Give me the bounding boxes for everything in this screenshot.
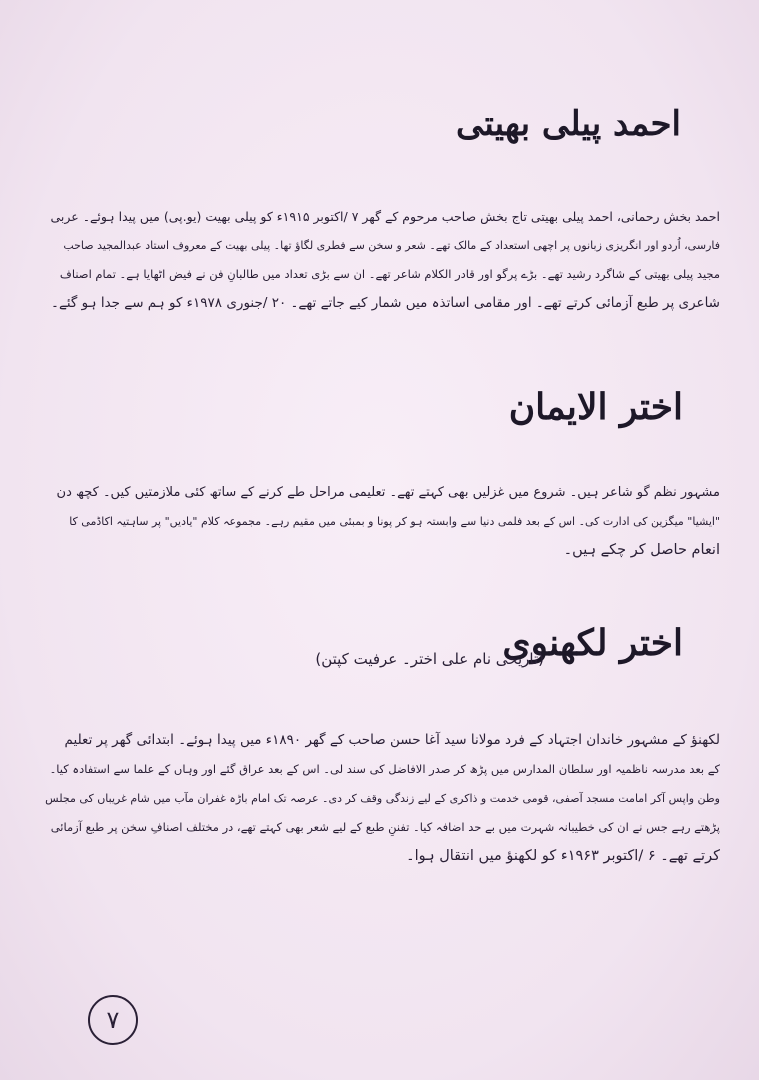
paragraph-line: وطن واپس آکر امامت مسجد آصفی، قومی خدمت و ذاکری کے لیے زندگی وقف کر دی۔ عرصہ تک امام باڑہ غفران مآب میں شام غریباں کی مجلس bbox=[45, 792, 720, 805]
paragraph-line: مجید پیلی بھیتی کے شاگرد رشید تھے۔ بڑے پرگو اور قادر الکلام شاعر تھے۔ ان سے بڑی تعداد میں طالبانِ فن نے فیض اٹھایا ہے۔ تمام اصناف bbox=[59, 267, 720, 281]
paragraph-line: احمد بخش رحمانی، احمد پیلی بھیتی تاج بخش صاحب مرحوم کے گھر ۷ /اکتوبر ۱۹۱۵ء کو پیلی بھیت (یو.پی) میں پیدا ہوئے۔ عربی bbox=[50, 209, 720, 224]
page-number: ۷ bbox=[88, 995, 138, 1045]
paragraph-line: کے بعد مدرسہ ناظمیہ اور سلطان المدارس میں پڑھ کر صدر الافاضل کی سند لی۔ اس کے بعد عراق گئے اور وہاں کے علما سے استفادہ کیا۔ bbox=[49, 762, 720, 776]
section-paragraph bbox=[44, 202, 720, 318]
paragraph-line: مشہور نظم گو شاعر ہیں۔ شروع میں غزلیں بھی کہتے تھے۔ تعلیمی مراحل طے کرنے کے ساتھ کئی ملازمتیں کیں۔ کچھ دن bbox=[56, 485, 720, 500]
paragraph-line: لکھنؤ کے مشہور خاندان اجتہاد کے فرد مولانا سید آغا حسن صاحب کے گھر ۱۸۹۰ء میں پیدا ہوئے۔ ابتدائی گھر پر تعلیم bbox=[64, 732, 720, 748]
section-paragraph bbox=[44, 478, 720, 565]
section-heading: احمد پیلی بھیتی bbox=[456, 104, 681, 144]
paragraph-line: انعام حاصل کر چکے ہیں۔ bbox=[563, 542, 720, 558]
paragraph-line: پڑھتے رہے جس نے ان کی خطیبانہ شہرت میں بے حد اضافہ کیا۔ تفننِ طبع کے لیے شعر بھی کہتے تھے، در مختلف اصنافِ سخن پر طبع آزمائی bbox=[50, 820, 720, 834]
section-subheading: (تاریخی نام علی اختر۔ عرفیت کپتن) bbox=[315, 650, 544, 668]
paragraph-line: فارسی، اُردو اور انگریزی زبانوں پر اچھی استعداد کے مالک تھے۔ شعر و سخن سے فطری لگاؤ تھا۔ پیلی بھیت کے معروف استاد عبدالمجید صاحب bbox=[63, 239, 720, 252]
paragraph-line: "ایشیا" میگزین کی ادارت کی۔ اس کے بعد فلمی دنیا سے وابستہ ہو کر پونا و بمبئی میں مقیم رہے۔ مجموعہ کلام "یادیں" پر ساہتیہ اکاڈمی کا bbox=[69, 515, 720, 528]
section-heading: اختر الایمان bbox=[508, 386, 683, 428]
section-paragraph bbox=[44, 726, 720, 871]
paragraph-line: کرتے تھے۔ ۶ /اکتوبر ۱۹۶۳ء کو لکھنؤ میں انتقال ہوا۔ bbox=[406, 848, 720, 864]
section-heading: اختر لکھنوی bbox=[502, 622, 683, 664]
paragraph-line: شاعری پر طبع آزمائی کرتے تھے۔ اور مقامی اساتذہ میں شمار کیے جاتے تھے۔ ۲۰ /جنوری ۱۹۷۸ء کو ہم سے جدا ہو گئے۔ bbox=[51, 295, 720, 311]
